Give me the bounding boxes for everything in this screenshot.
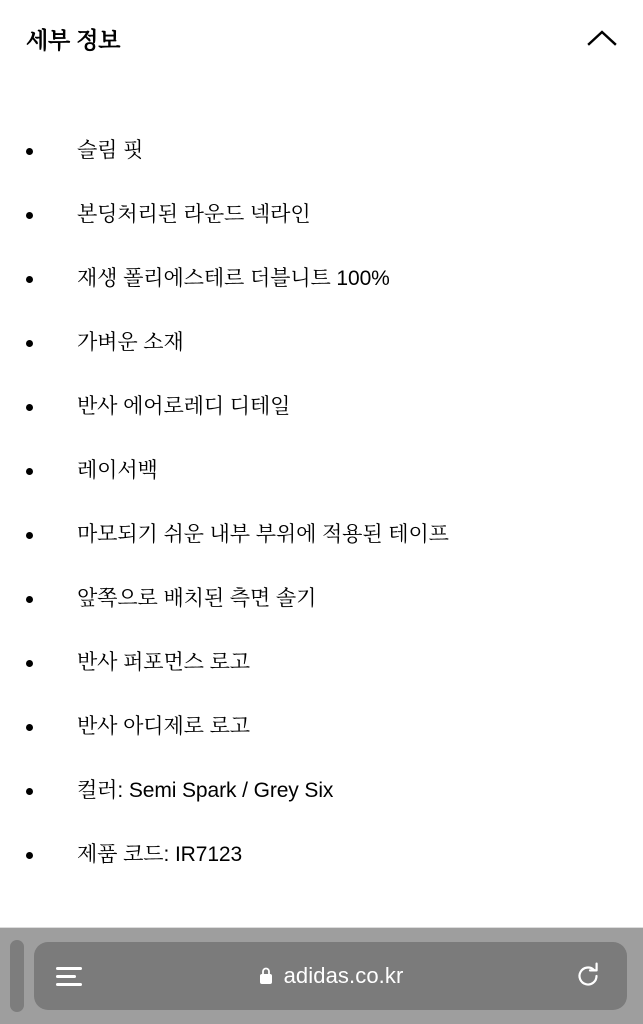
tab-switcher-edge-handle[interactable] — [10, 940, 24, 1012]
bullet-icon — [26, 788, 33, 795]
list-item-label: 슬림 핏 — [77, 139, 144, 162]
detail-section-body — [0, 76, 643, 1024]
list-item-label: 반사 퍼포먼스 로고 — [77, 651, 250, 674]
list-item-label: 반사 아디제로 로고 — [77, 715, 250, 738]
list-item-label: 본딩처리된 라운드 넥라인 — [77, 203, 311, 226]
address-bar[interactable] — [34, 942, 627, 1010]
list-item — [0, 138, 643, 202]
page-title: 세부 정보 — [26, 26, 121, 53]
list-item-label: 제품 코드: IR7123 — [77, 843, 243, 866]
list-item — [0, 586, 643, 650]
lock-icon — [258, 966, 274, 986]
bullet-icon — [26, 660, 33, 667]
bullet-icon — [26, 724, 33, 731]
list-item-label: 재생 폴리에스테르 더블니트 100% — [77, 267, 390, 290]
list-item-label: 마모되기 쉬운 내부 부위에 적용된 테이프 — [77, 523, 449, 546]
list-item — [0, 842, 643, 906]
bullet-icon — [26, 212, 33, 219]
bullet-icon — [26, 468, 33, 475]
list-item-label: 레이서백 — [77, 459, 158, 482]
list-item — [0, 458, 643, 522]
bullet-icon — [26, 532, 33, 539]
list-item — [0, 330, 643, 394]
bullet-icon — [26, 340, 33, 347]
list-item — [0, 394, 643, 458]
detail-list — [0, 138, 643, 906]
list-item-label: 가벼운 소재 — [77, 331, 184, 354]
detail-section-header[interactable] — [0, 0, 643, 76]
reload-icon[interactable] — [571, 959, 605, 993]
list-item-label: 컬러: Semi Spark / Grey Six — [77, 779, 334, 802]
bullet-icon — [26, 276, 33, 283]
bullet-icon — [26, 148, 33, 155]
list-item — [0, 778, 643, 842]
list-item — [0, 202, 643, 266]
reader-view-icon[interactable] — [56, 961, 86, 991]
list-item — [0, 650, 643, 714]
bullet-icon — [26, 404, 33, 411]
address-bar-center — [100, 963, 561, 989]
list-item — [0, 522, 643, 586]
list-item-label: 앞쪽으로 배치된 측면 솔기 — [77, 587, 317, 610]
list-item — [0, 714, 643, 778]
chevron-up-icon[interactable] — [583, 19, 621, 57]
browser-bottom-bar — [0, 928, 643, 1024]
bullet-icon — [26, 596, 33, 603]
url-text: adidas.co.kr — [283, 963, 404, 988]
list-item-label: 반사 에어로레디 디테일 — [77, 395, 291, 418]
bullet-icon — [26, 852, 33, 859]
list-item — [0, 266, 643, 330]
